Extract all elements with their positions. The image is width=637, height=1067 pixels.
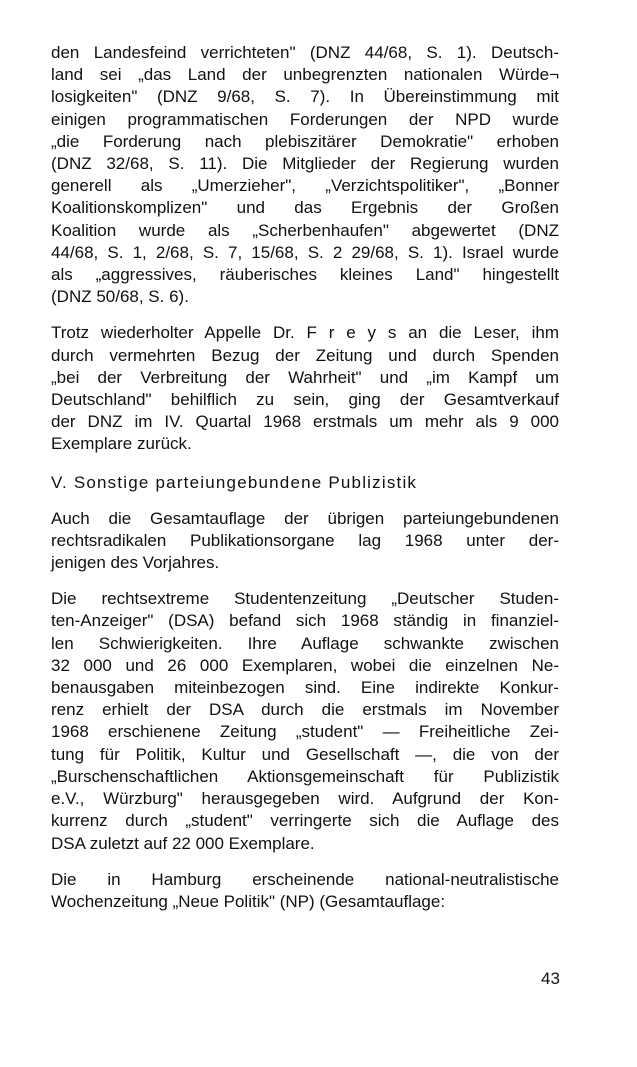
paragraph-spacer [51, 855, 559, 869]
text-line: „bei der Verbreitung der Wahrheit" und „im Kampf um [51, 367, 559, 387]
body-text-top [51, 42, 559, 456]
text-line: 1968 erschienene Zeitung „student" — Freiheitliche Zei- [51, 722, 559, 742]
section-spacer [51, 494, 559, 508]
text-line: Auch die Gesamtauflage der übrigen parteiungebundenen [51, 508, 559, 528]
document-page [51, 42, 559, 913]
paragraph-spacer [51, 574, 559, 588]
text-line: (DNZ 32/68, S. 11). Die Mitglieder der Regierung wurden [51, 154, 559, 174]
text-line: Trotz wiederholter Appelle Dr. F r e y s an die Leser, ihm [51, 323, 559, 343]
text-line: Exemplare zurück. [51, 434, 192, 454]
text-line: renz erhielt der DSA durch die erstmals im November [51, 700, 559, 720]
text-line: tung für Politik, Kultur und Gesellschaft —, die von der [51, 744, 559, 764]
text-line: len Schwierigkeiten. Ihre Auflage schwankte zwischen [51, 633, 559, 653]
paragraph [51, 588, 559, 854]
paragraph [51, 869, 559, 913]
text-line: ten-Anzeiger" (DSA) befand sich 1968 ständig in finanziel- [51, 611, 559, 631]
text-line: Koalitionskomplizen" und das Ergebnis der Großen [51, 198, 559, 218]
text-line: kurrenz durch „student" verringerte sich die Auflage des [51, 811, 559, 831]
text-line: „Burschenschaftlichen Aktionsgemeinschaft für Publizistik [51, 766, 559, 786]
page-number: 43 [541, 969, 560, 988]
text-line: durch vermehrten Bezug der Zeitung und durch Spenden [51, 345, 559, 365]
text-line: 44/68, S. 1, 2/68, S. 7, 15/68, S. 2 29/68, S. 1). Israel wurde [51, 242, 559, 262]
section-spacer [51, 456, 559, 472]
text-line: benausgaben miteinbezogen sind. Eine indirekte Konkur- [51, 678, 559, 698]
text-line: Wochenzeitung „Neue Politik" (NP) (Gesamtauflage: [51, 891, 446, 911]
text-line: generell als „Umerzieher", „Verzichtspolitiker", „Bonner [51, 176, 559, 196]
body-text-section [51, 508, 559, 913]
text-line: Die in Hamburg erscheinende national-neutralistische [51, 869, 559, 889]
text-line: „die Forderung nach plebiszitärer Demokratie" erhoben [51, 131, 559, 151]
text-line: e.V., Würzburg" herausgegeben wird. Aufgrund der Kon- [51, 789, 559, 809]
text-line: Koalition wurde als „Scherbenhaufen" abgewertet (DNZ [51, 220, 559, 240]
text-line: den Landesfeind verrichteten" (DNZ 44/68, S. 1). Deutsch- [51, 43, 559, 62]
text-line: Deutschland" behilflich zu sein, ging der Gesamtverkauf [51, 390, 559, 410]
text-line: als „aggressives, räuberisches kleines Land" hingestellt [51, 265, 559, 285]
text-line: (DNZ 50/68, S. 6). [51, 287, 189, 307]
text-line: DSA zuletzt auf 22 000 Exemplare. [51, 833, 315, 853]
text-line: rechtsradikalen Publikationsorgane lag 1968 unter der- [51, 530, 559, 550]
paragraph [51, 508, 559, 575]
paragraph [51, 42, 559, 308]
text-line: einigen programmatischen Forderungen der NPD wurde [51, 109, 559, 129]
paragraph-spacer [51, 308, 559, 322]
section-heading: V. Sonstige parteiungebundene Publizistik [51, 472, 418, 492]
paragraph [51, 322, 559, 455]
text-line: Die rechtsextreme Studentenzeitung „Deutscher Studen- [51, 589, 559, 609]
text-line: jenigen des Vorjahres. [51, 553, 220, 573]
text-line: losigkeiten" (DNZ 9/68, S. 7). In Übereinstimmung mit [51, 87, 559, 107]
text-line: 32 000 und 26 000 Exemplaren, wobei die einzelnen Ne- [51, 655, 559, 675]
text-line: der DNZ im IV. Quartal 1968 erstmals um mehr als 9 000 [51, 412, 559, 432]
text-line: land sei „das Land der unbegrenzten nationalen Würde¬ [51, 65, 559, 85]
